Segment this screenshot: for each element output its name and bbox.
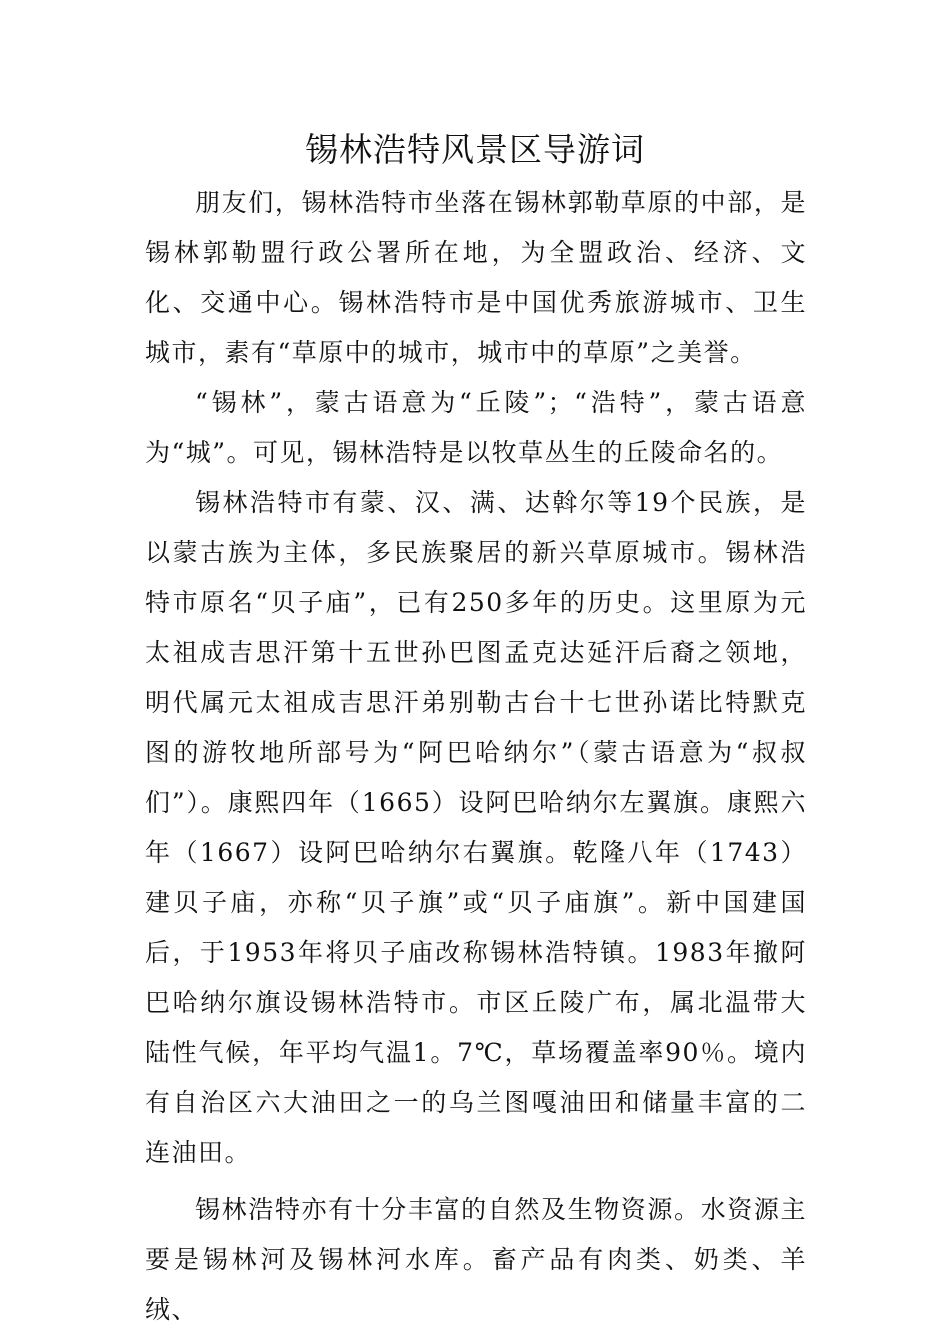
paragraph-history: 锡林浩特市有蒙、汉、满、达斡尔等19个民族，是以蒙古族为主体，多民族聚居的新兴草原城市。锡林浩特市原名“贝子庙”，已有250多年的历史。这里原为元太祖成吉思汗第十五世孙巴图孟克达延汗后裔之领地，明代属元太祖成吉思汗弟别勒古台十七世孙诺比特默克图的游牧地所部号为“阿巴哈纳尔”（蒙古语意为“叔叔们”）。康熙四年（1665）设阿巴哈纳尔左翼旗。康熙六年（1667）设阿巴哈纳尔右翼旗。乾隆八年（1743）建贝子庙，亦称“贝子旗”或“贝子庙旗”。新中国建国后，于1953年将贝子庙改称锡林浩特镇。1983年撤阿巴哈纳尔旗设锡林浩特市。市区丘陵广布，属北温带大陆性气候，年平均气温1。7℃，草场覆盖率90％。境内有自治区六大油田之一的乌兰图嘎油田和储量丰富的二连油田。 [145,488,807,1167]
paragraph-resources: 锡林浩特亦有十分丰富的自然及生物资源。水资源主要是锡林河及锡林河水库。畜产品有肉类、奶类、羊绒、 [145,1195,807,1324]
paragraph-intro: 朋友们，锡林浩特市坐落在锡林郭勒草原的中部，是锡林郭勒盟行政公署所在地，为全盟政治、经济、文化、交通中心。锡林浩特市是中国优秀旅游城市、卫生城市，素有“草原中的城市，城市中的草原”之美誉。 [145,188,807,367]
paragraph-name-meaning: “锡林”，蒙古语意为“丘陵”；“浩特”，蒙古语意为“城”。可见，锡林浩特是以牧草丛生的丘陵命名的。 [145,388,807,467]
document-body [145,178,807,1335]
document-title: 锡林浩特风景区导游词 [305,130,645,169]
